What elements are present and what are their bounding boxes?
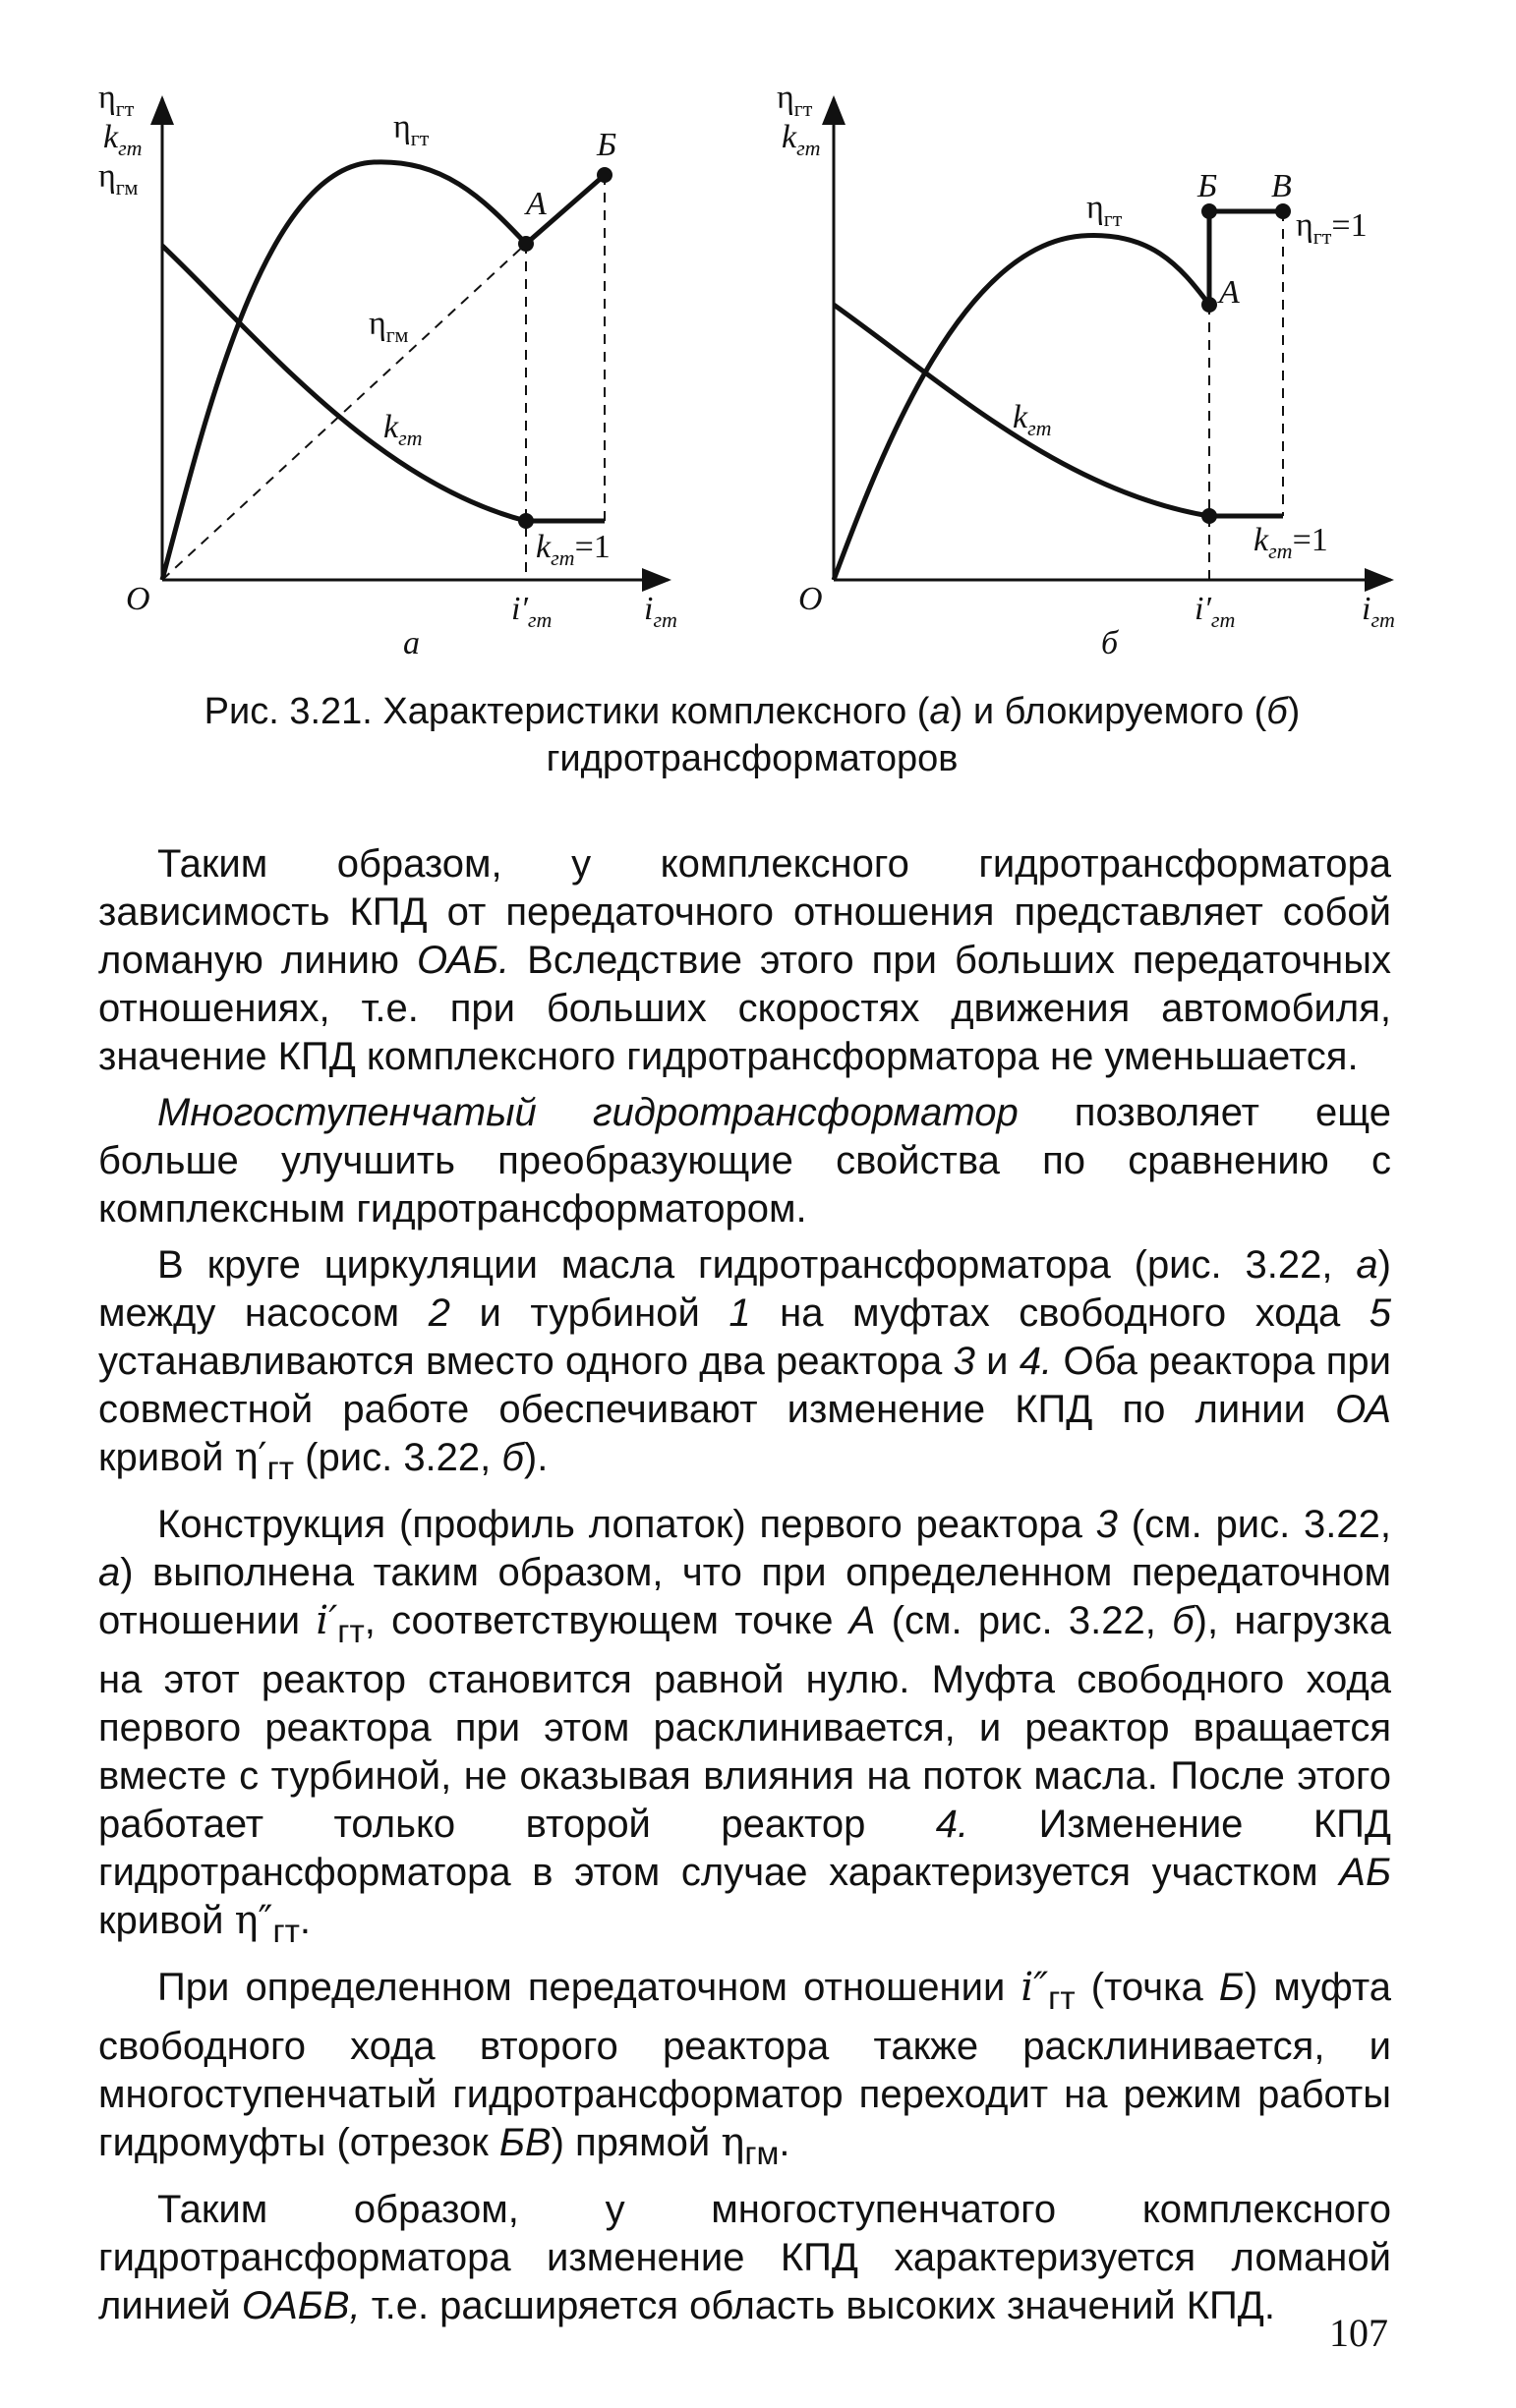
- panel-b-eta-eq-1-label: $\eta_{гт}=1$: [1296, 207, 1368, 249]
- paragraph-3: В круге циркуляции масла гидротрансформатора (рис. 3.22, а) между насосом 2 и турбиной 1 на муфтах свободного хода 5 устанавливаются вместо одного два реактора 3 и 4. Оба реактора при совместной работе обеспечивают изменение КПД по линии ОА кривой $\eta'_{гт}$ (рис. 3.22, б).: [98, 1243, 1391, 1487]
- body-text: [98, 840, 1391, 2338]
- figure-svg: [0, 0, 1516, 688]
- panel-a-x-tick-i1: $i'_{гт}$: [511, 591, 553, 632]
- panel-b-point-a: [1201, 297, 1217, 313]
- panel-a-point-a-label: А: [526, 186, 547, 222]
- panel-b-eta-gt-label: $\eta_{гт}$: [1086, 190, 1123, 231]
- figure-caption: Рис. 3.21. Характеристики комплексного (а) и блокируемого (б) гидротрансформаторов: [204, 691, 1301, 779]
- panel-b-point-v-label: В: [1271, 168, 1292, 204]
- panel-b-point-a-label: А: [1219, 274, 1240, 311]
- panel-b: [777, 80, 1395, 661]
- page-number: 107: [1329, 2311, 1388, 2355]
- panel-b-letter: б: [1101, 625, 1119, 661]
- figure: [0, 0, 1516, 688]
- panel-a-k-gt-label: $k_{гт}$: [383, 409, 423, 450]
- panel-b-k-gt-label: $k_{гт}$: [1013, 399, 1052, 440]
- panel-a-eta-gt-label: $\eta_{гт}$: [393, 109, 430, 150]
- panel-b-point-k: [1201, 508, 1217, 524]
- panel-a-eta-gt-curve: [162, 162, 526, 580]
- panel-b-point-v: [1275, 203, 1291, 219]
- paragraph-2: Многоступенчатый гидротрансформатор позволяет еще больше улучшить преобразующие свойства по сравнению с комплексным гидротрансформатором.: [98, 1091, 1391, 1231]
- panel-b-origin: O: [798, 581, 823, 617]
- panel-a-y-label-k-gt: $k_{гт}$: [103, 119, 143, 160]
- panel-b-x-tick-i1: $i'_{гт}$: [1195, 591, 1236, 632]
- panel-a-origin: O: [126, 581, 150, 617]
- panel-a-eta-gm-line: [162, 244, 526, 580]
- panel-a-letter: а: [403, 625, 420, 661]
- panel-b-x-axis-label: $i_{гт}$: [1362, 591, 1395, 632]
- paragraph-4: Конструкция (профиль лопаток) первого реактора 3 (см. рис. 3.22, а) выполнена таким образом, что при определенном передаточном отношении $i'_{гт}$, соответствующем точке А (см. рис. 3.22, б), нагрузка на этот реактор становится равной нулю. Муфта свободного хода первого реактора при этом расклинивается, и реактор вращается вместе с турбиной, не оказывая влияния на поток масла. После этого работает только второй реактор 4. Изменение КПД гидротрансформатора в этом случае характеризуется участком АБ кривой $\eta''_{гт}$.: [98, 1503, 1392, 1950]
- panel-a-point-a: [518, 236, 534, 252]
- paragraph-6: Таким образом, у многоступенчатого комплексного гидротрансформатора изменение КПД характеризуется ломаной линией ОАБВ, т.е. расширяется область высоких значений КПД.: [98, 2188, 1391, 2327]
- panel-a: [98, 80, 677, 661]
- panel-a-point-b: [597, 167, 612, 183]
- panel-a-eta-gm-label: $\eta_{гм}$: [369, 306, 409, 347]
- panel-a-k-eq-1-label: $k_{гт}=1$: [536, 529, 611, 570]
- panel-a-y-label-eta-gt: $\eta_{гт}$: [98, 80, 135, 121]
- panel-b-y-label-eta-gt: $\eta_{гт}$: [777, 80, 813, 121]
- paragraph-1: Таким образом, у комплексного гидротрансформатора зависимость КПД от передаточного отношения представляет собой ломаную линию ОАБ. Вследствие этого при больших передаточных отношениях, т.е. при больших скоростях движения автомобиля, значение КПД комплексного гидротрансформатора не уменьшается.: [98, 842, 1392, 1078]
- panel-b-y-label-k-gt: $k_{гт}$: [782, 119, 821, 160]
- panel-a-point-k: [518, 513, 534, 529]
- panel-b-point-b-label: Б: [1197, 168, 1218, 204]
- panel-a-x-axis-label: $i_{гт}$: [644, 591, 677, 632]
- panel-b-k-eq-1-label: $k_{гт}=1$: [1254, 522, 1328, 563]
- panel-a-point-b-label: Б: [597, 127, 617, 163]
- panel-b-point-b: [1201, 203, 1217, 219]
- paragraph-5: При определенном передаточном отношении $i''_{гт}$ (точка Б) муфта свободного хода второго реактора также расклинивается, и многоступенчатый гидротрансформатор переходит на режим работы гидромуфты (отрезок БВ) прямой $\eta_{гм}$.: [98, 1965, 1392, 2172]
- panel-a-y-label-eta-gm: $\eta_{гм}$: [98, 158, 139, 200]
